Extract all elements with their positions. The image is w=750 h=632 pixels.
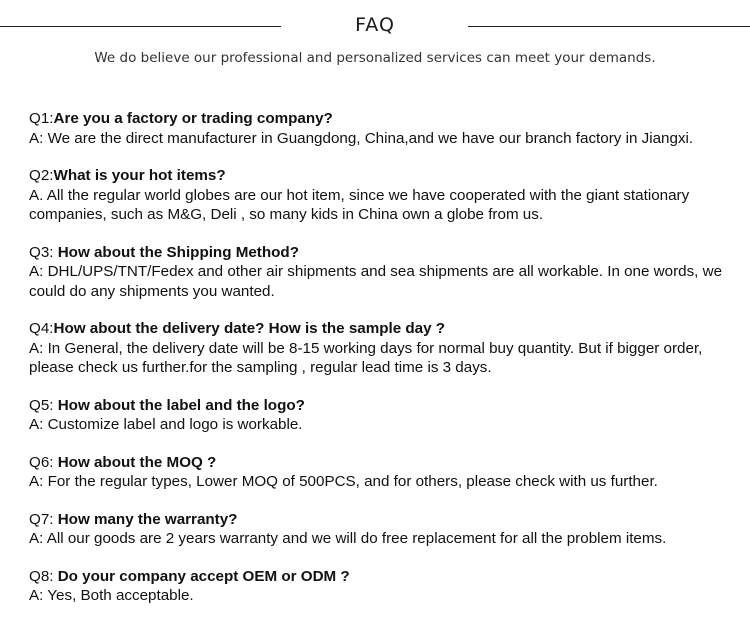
faq-item-6 <box>29 453 747 492</box>
faq-answer: A: Customize label and logo is workable. <box>29 416 303 433</box>
faq-item-4 <box>29 319 747 378</box>
faq-answer: A: DHL/UPS/TNT/Fedex and other air shipments and sea shipments are all workable. In one words, we could do any shipments you wanted. <box>29 263 723 300</box>
faq-item-5 <box>29 396 747 435</box>
question-number: Q5: <box>29 396 58 414</box>
faq-answer: A: Yes, Both acceptable. <box>29 587 194 604</box>
question-number: Q7: <box>29 510 58 528</box>
faq-header <box>0 12 750 42</box>
page-subtitle: We do believe our professional and personalized services can meet your demands. <box>94 50 656 66</box>
faq-list <box>29 109 747 624</box>
faq-item-8 <box>29 567 747 606</box>
question-number: Q2: <box>29 167 54 184</box>
page-title: FAQ <box>355 14 395 36</box>
question-number: Q4: <box>29 320 54 337</box>
question-text: How about the delivery date? How is the sample day ? <box>53 320 446 337</box>
question-number: Q6: <box>29 453 58 471</box>
header-rule-right <box>468 26 750 27</box>
faq-item-1 <box>29 109 747 148</box>
question-number: Q1: <box>29 110 54 127</box>
question-text: How about the Shipping Method? <box>57 243 299 261</box>
faq-question <box>29 510 747 530</box>
question-number: Q3: <box>29 243 58 261</box>
question-text: How many the warranty? <box>57 510 238 528</box>
faq-answer: A: For the regular types, Lower MOQ of 500PCS, and for others, please check with us further. <box>29 473 658 490</box>
faq-item-2 <box>29 166 747 225</box>
question-text: Do your company accept OEM or ODM ? <box>57 567 350 585</box>
faq-answer: A. All the regular world globes are our hot item, since we have cooperated with the giant stationary companies, such as M&G, Deli , so many kids in China own a globe from us. <box>29 186 690 223</box>
faq-question <box>29 166 747 186</box>
faq-item-7 <box>29 510 747 549</box>
question-text: Are you a factory or trading company? <box>53 110 333 127</box>
faq-question <box>29 567 747 587</box>
faq-answer: A: We are the direct manufacturer in Guangdong, China,and we have our branch factory in Jiangxi. <box>29 129 694 147</box>
question-text: How about the MOQ ? <box>57 453 217 471</box>
faq-question <box>29 396 747 416</box>
question-text: How about the label and the logo? <box>57 396 305 414</box>
faq-item-3 <box>29 243 747 302</box>
faq-answer: A: In General, the delivery date will be 8-15 working days for normal buy quantity. But if bigger order, please check us further.for the sampling , regular lead time is 3 days. <box>29 339 703 376</box>
question-number: Q8: <box>29 567 58 585</box>
faq-question <box>29 109 747 129</box>
faq-question <box>29 243 747 263</box>
faq-question <box>29 453 747 473</box>
faq-answer: A: All our goods are 2 years warranty and we will do free replacement for all the problem items. <box>29 530 667 547</box>
question-text: What is your hot items? <box>53 167 226 184</box>
faq-question <box>29 319 747 339</box>
